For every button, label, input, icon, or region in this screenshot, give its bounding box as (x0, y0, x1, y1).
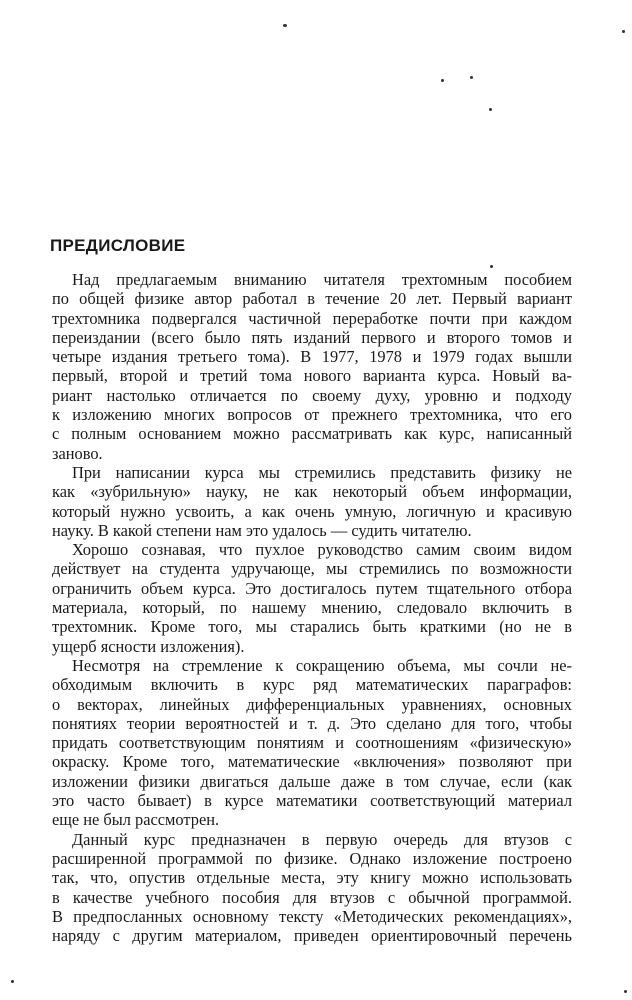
text-line: заново. (52, 443, 103, 463)
text-line: наряду с другим материалом, приведен ориентировочный перечень (52, 926, 572, 946)
text-line: четыре издания третьего тома). В 1977, 1978 и 1979 годах вышли (52, 347, 572, 367)
scan-speck (283, 24, 287, 27)
scan-speck (441, 79, 444, 82)
text-line: риант настолько отличается по своему духу, уровню и подходу (52, 385, 572, 405)
text-line: еще не был рассмотрен. (52, 810, 220, 830)
paragraph (52, 656, 572, 830)
text-line: переиздании (всего было пять изданий первого и второго томов и (52, 327, 572, 347)
text-line: который нужно усвоить, а как очень умную, логичную и красивую (52, 501, 572, 521)
text-line: Данный курс предназначен в первую очередь для втузов с (72, 829, 572, 849)
body-text (52, 270, 572, 945)
scan-speck (624, 990, 627, 993)
text-line: понятиях теории вероятностей и т. д. Это сделано для того, чтобы (52, 713, 572, 733)
text-line: с полным основанием можно рассматривать как курс, написанный (52, 424, 572, 444)
text-line: Над предлагаемым вниманию читателя трехтомным пособием (72, 270, 572, 289)
text-line: расширенной программой по физике. Однако изложение построено (52, 848, 572, 868)
text-line: о векторах, линейных дифференциальных уравнениях, основных (52, 694, 572, 714)
paragraph (52, 270, 572, 463)
paragraph (52, 830, 572, 946)
scan-speck (470, 76, 473, 79)
text-line: Хорошо сознавая, что пухлое руководство самим своим видом (72, 540, 572, 560)
text-line: трехтомник. Кроме того, мы старались быть краткими (но не в (52, 617, 572, 637)
text-line: При написании курса мы стремились представить физику не (72, 462, 572, 482)
text-line: так, что, опустив отдельные места, эту книгу можно использовать (52, 868, 572, 888)
text-line: обходимым включить в курс ряд математических параграфов: (52, 675, 572, 695)
text-line: ущерб ясности изложения). (52, 636, 245, 656)
text-line: придать соответствующим понятиям и соотношениям «физическую» (52, 733, 572, 753)
scan-speck (489, 108, 492, 111)
text-line: трехтомника подвергался частичной переработке почти при каждом (52, 308, 572, 328)
section-heading: ПРЕДИСЛОВИЕ (50, 236, 186, 255)
scan-speck (622, 30, 625, 33)
text-line: по общей физике автор работал в течение 20 лет. Первый вариант (52, 289, 572, 309)
scan-speck (490, 265, 493, 268)
paragraph (52, 463, 572, 540)
scan-speck (11, 980, 14, 983)
text-line: ограничить объем курса. Это достигалось путем тщательного отбора (52, 578, 572, 598)
text-line: В предпосланных основному тексту «Методических рекомендациях», (52, 906, 572, 926)
text-line: изложении физики двигаться дальше даже в том случае, если (как (52, 771, 572, 791)
text-line: первый, второй и третий тома нового варианта курса. Новый ва- (52, 366, 572, 386)
text-line: это часто бывает) в курсе математики соответствующий материал (52, 791, 572, 811)
text-line: материала, который, по нашему мнению, следовало включить в (52, 598, 572, 618)
text-line: в качестве учебного пособия для втузов с обычной программой. (52, 887, 572, 907)
text-line: Несмотря на стремление к сокращению объема, мы сочли не- (72, 655, 572, 675)
text-line: окраску. Кроме того, математические «включения» позволяют при (52, 752, 572, 772)
paragraph (52, 540, 572, 656)
text-line: науку. В какой степени нам это удалось — судить читателю. (52, 520, 472, 540)
text-line: действует на студента удручающе, мы стремились по возможности (52, 559, 572, 579)
text-line: как «зубрильную» науку, не как некоторый объем информации, (52, 482, 572, 502)
text-line: к изложению многих вопросов от прежнего трехтомника, что его (52, 405, 572, 425)
